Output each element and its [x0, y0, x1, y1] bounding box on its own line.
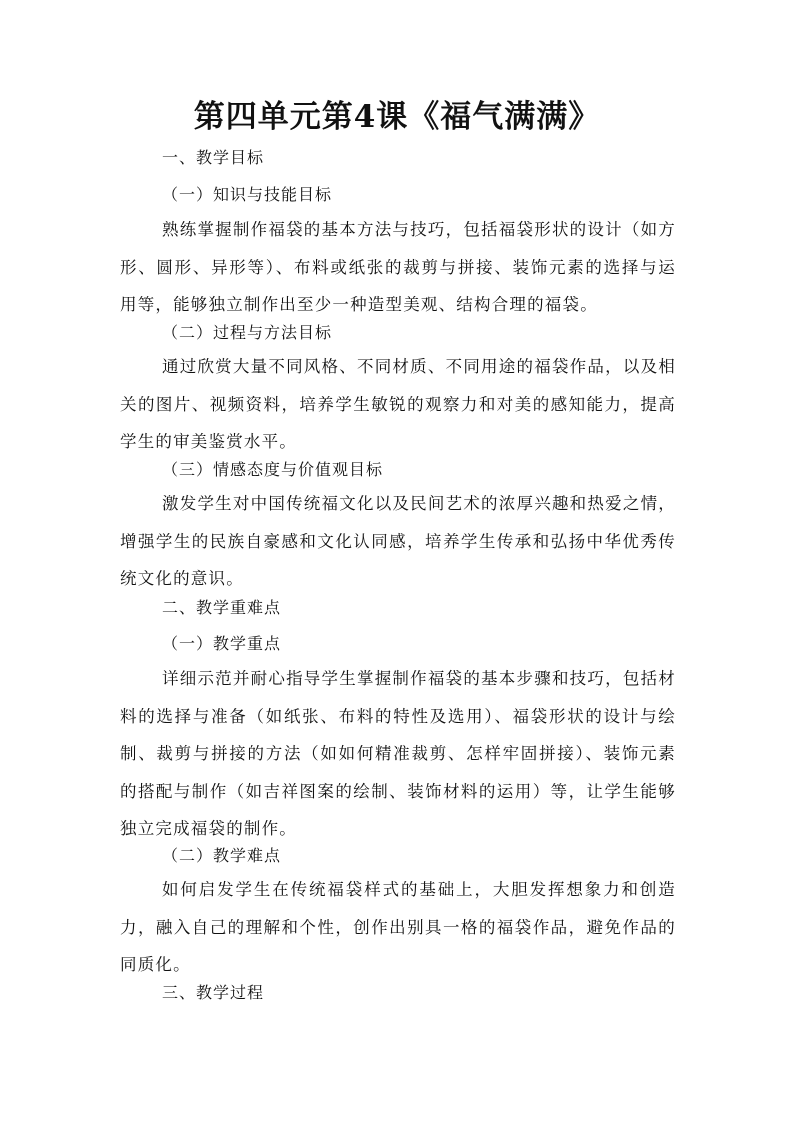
paragraph-teaching-focus: 详细示范并耐心指导学生掌握制作福袋的基本步骤和技巧，包括材料的选择与准备（如纸张、布料的特性及选用）、福袋形状的设计与绘制、裁剪与拼接的方法（如如何精准裁剪、怎样牢固拼接）、装饰元素的搭配与制作（如吉祥图案的绘制、装饰材料的运用）等，让学生能够独立完成福袋的制作。 [120, 669, 676, 838]
page-title: 第四单元第4课《福气满满》 [193, 99, 601, 135]
paragraph-knowledge-skills: 熟练掌握制作福袋的基本方法与技巧，包括福袋形状的设计（如方形、圆形、异形等）、布料或纸张的裁剪与拼接、装饰元素的选择与运用等，能够独立制作出至少一种造型美观、结构合理的福袋。 [120, 220, 676, 314]
section-heading-teaching-objectives: 一、教学目标 [162, 148, 265, 167]
subheading-teaching-difficulty: （二）教学难点 [162, 846, 282, 865]
subheading-process-methods: （二）过程与方法目标 [162, 323, 333, 342]
subheading-knowledge-skills: （一）知识与技能目标 [162, 185, 333, 204]
section-heading-key-difficult-points: 二、教学重难点 [162, 598, 282, 617]
subheading-teaching-focus: （一）教学重点 [162, 634, 282, 653]
paragraph-emotion-values: 激发学生对中国传统福文化以及民间艺术的浓厚兴趣和热爱之情，增强学生的民族自豪感和文化认同感，培养学生传承和弘扬中华优秀传统文化的意识。 [120, 494, 676, 588]
paragraph-teaching-difficulty: 如何启发学生在传统福袋样式的基础上，大胆发挥想象力和创造力，融入自己的理解和个性，创作出别具一格的福袋作品，避免作品的同质化。 [120, 880, 676, 974]
paragraph-process-methods: 通过欣赏大量不同风格、不同材质、不同用途的福袋作品，以及相关的图片、视频资料，培养学生敏锐的观察力和对美的感知能力，提高学生的审美鉴赏水平。 [120, 357, 676, 451]
section-heading-teaching-process: 三、教学过程 [162, 983, 265, 1002]
subheading-emotion-values: （三）情感态度与价值观目标 [162, 460, 384, 479]
